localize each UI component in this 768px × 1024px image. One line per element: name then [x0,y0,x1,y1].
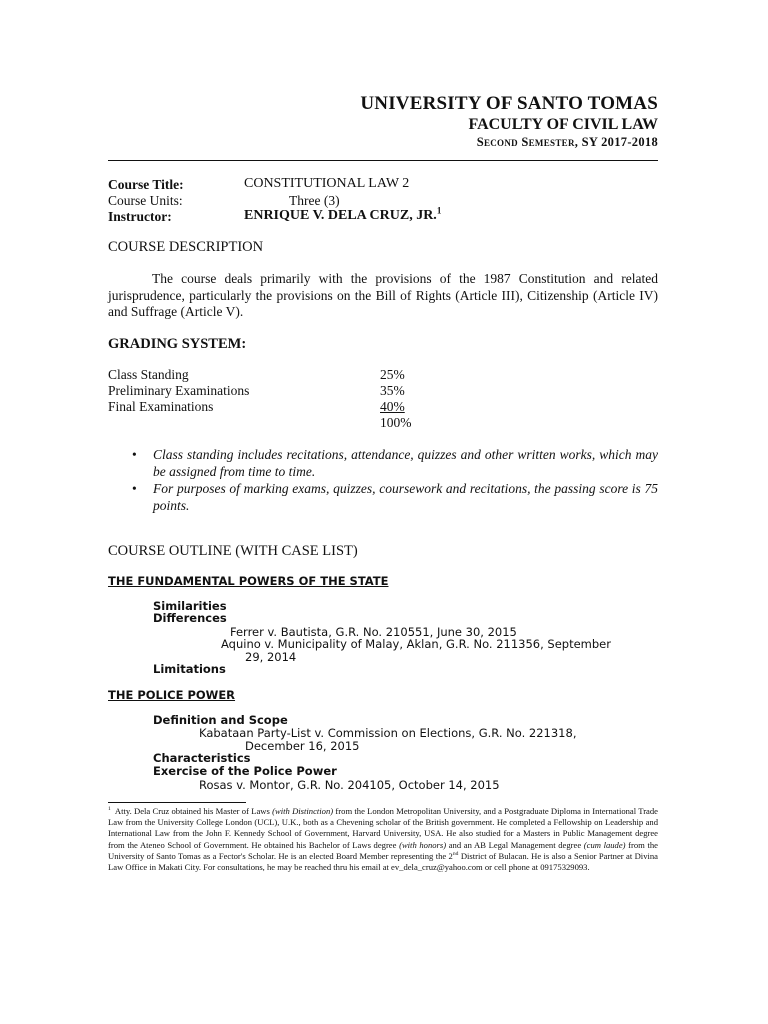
course-units-value: Three (3) [289,193,340,208]
grading-total: 100% [380,415,412,430]
bullet-icon: • [132,481,137,496]
case-aquino: Aquino v. Municipality of Malay, Aklan, G.R. No. 211356, September [221,637,611,651]
footnote-ordinal: nd [452,850,459,857]
instructor-name [244,205,442,224]
course-title-label: Course Title: [108,177,184,192]
semester-label: Second Semester, SY 2017-2018 [476,135,658,149]
footnote-mark: 1 [108,806,111,813]
grading-value-final: 40% [380,399,405,414]
course-units-label: Course Units: [108,193,183,208]
course-description-heading: COURSE DESCRIPTION [108,239,264,255]
footnote-text [108,806,658,873]
course-outline-heading: COURSE OUTLINE (WITH CASE LIST) [108,543,358,559]
footnote-part: from the University of Santo Tomas as a Fector's Scholar. He is an elected Board Member representing the 2 [108,839,658,861]
instructor-name-text: ENRIQUE V. DELA CRUZ, JR. [244,208,437,223]
course-title-value: CONSTITUTIONAL LAW 2 [244,176,410,191]
grading-value-preliminary: 35% [380,383,405,398]
faculty-name: FACULTY OF CIVIL LAW [468,116,658,133]
footnote-part: District of Bulacan. He is also a Senior Partner at Divina Law Office in Makati City. For consultations, he may be reached thru his email at ev_dela_cruz@yahoo.com or cell phone at 09175329093. [108,850,658,873]
case-aquino-cont: 29, 2014 [245,650,297,664]
footnote-italic: (cum laude) [583,839,626,850]
footnote-part: from the London Metropolitan University, and a Postgraduate Diploma in International Trade Law from the University College London (UCL), U.K., both as a Chevening scholar of the British government. He completed a Fellowship on Leadership and International Law from the John F. Kennedy School of Government, Harvard University, USA. He also studied for a Masters in Public Management degree from the Ateneo School of Government. He obtained his Bachelor of Laws degree [108,806,658,850]
grading-label-preliminary: Preliminary Examinations [108,383,250,398]
grading-notes-list [130,447,658,515]
bullet-icon: • [132,447,137,462]
footnote-italic: (with Distinction) [272,806,334,816]
case-kabataan-cont: December 16, 2015 [245,739,360,753]
footnote-part: and an AB Legal Management degree [448,839,582,850]
instructor-footnote-mark: 1 [436,205,442,216]
grading-note [130,481,658,514]
case-kabataan: Kabataan Party-List v. Commission on Elections, G.R. No. 221318, [199,726,577,740]
case-rosas: Rosas v. Montor, G.R. No. 204105, October 14, 2015 [199,778,500,792]
grading-note [130,447,658,480]
fundamental-powers-heading: THE FUNDAMENTAL POWERS OF THE STATE [108,574,389,588]
footnote-divider [108,802,246,803]
grading-note-text: For purposes of marking exams, quizzes, coursework and recitations, the passing score is 75 points. [153,481,658,513]
grading-value-class-standing: 25% [380,367,405,382]
topic-limitations: Limitations [153,662,226,676]
header-divider [108,160,658,161]
grading-label-class-standing: Class Standing [108,367,189,382]
police-power-heading: THE POLICE POWER [108,688,236,702]
grading-label-final: Final Examinations [108,399,214,414]
university-name: UNIVERSITY OF SANTO TOMAS [360,93,658,114]
instructor-label: Instructor: [108,209,172,224]
topic-characteristics: Characteristics [153,751,251,765]
topic-definition-scope: Definition and Scope [153,713,288,727]
course-description-text: The course deals primarily with the provisions of the 1987 Constitution and related jurisprudence, particularly the provisions on the Bill of Rights (Article III), Citizenship (Article IV) and Suffrage (Article V). [108,271,658,319]
case-ferrer: Ferrer v. Bautista, G.R. No. 210551, June 30, 2015 [230,625,517,639]
footnote-part: Atty. Dela Cruz obtained his Master of Laws [114,806,270,816]
footnote-italic: (with honors) [399,839,447,850]
grading-system-heading: GRADING SYSTEM: [108,336,247,352]
grading-note-text: Class standing includes recitations, attendance, quizzes and other written works, which may be assigned from time to time. [153,447,658,479]
topic-exercise-police-power: Exercise of the Police Power [153,764,337,778]
topic-similarities: Similarities [153,599,227,613]
topic-differences: Differences [153,611,227,625]
